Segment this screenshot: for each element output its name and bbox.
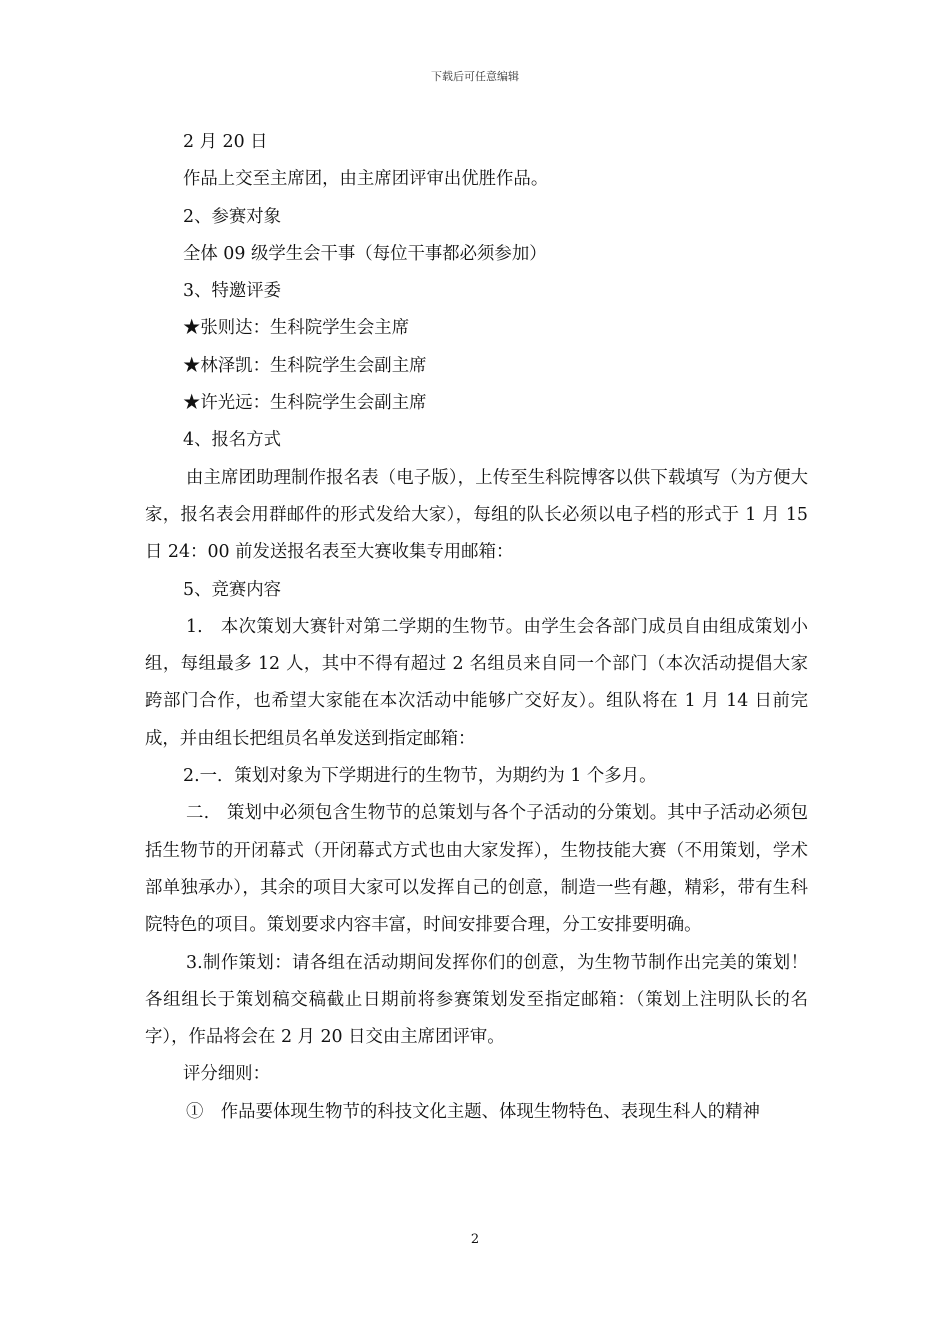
page-header: 下载后可任意编辑 — [431, 70, 519, 83]
section-heading-participants: 2、参赛对象 — [183, 206, 282, 227]
submission-line: 作品上交至主席团，由主席团评审出优胜作品。 — [183, 169, 549, 190]
content-paragraph-3: 二. 策划中必须包含生物节的总策划与各个子活动的分策划。其中子活动必须包括生物节的开闭幕式（开闭幕式方式也由大家发挥），生物技能大赛（不用策划，学术部单独承办），其余的项目大家可以发挥自己的创意，制造一些有趣，精彩，带有生科院特色的项目。策划要求内容丰富，时间安排要合理，分工安排要明确。 — [145, 803, 808, 936]
content-paragraph-4: 3.制作策划：请各组在活动期间发挥你们的创意，为生物节制作出完美的策划！各组组长于策划稿交稿截止日期前将参赛策划发至指定邮箱：（策划上注明队长的名字），作品将会在 2 月 20 日交由主席团评审。 — [145, 952, 808, 1048]
section-heading-registration: 4、报名方式 — [183, 430, 282, 451]
section-heading-content: 5、竞赛内容 — [183, 579, 282, 600]
judge-item: ★林泽凯：生科院学生会副主席 — [183, 355, 427, 376]
scoring-item-1: ① 作品要体现生物节的科技文化主题、体现生物特色、表现生科人的精神 — [186, 1101, 760, 1122]
content-paragraph-1: 1. 本次策划大赛针对第二学期的生物节。由学生会各部门成员自由组成策划小组，每组最多 12 人，其中不得有超过 2 名组员来自同一个部门（本次活动提倡大家跨部门合作，也希望大家能在本次活动中能够广交好友）。组队将在 1 月 14 日前完成，并由组长把组员名单发送到指定邮箱： — [145, 616, 808, 749]
section-heading-judges: 3、特邀评委 — [183, 281, 282, 302]
date-line: 2 月 20 日 — [183, 132, 268, 152]
registration-paragraph: 由主席团助理制作报名表（电子版），上传至生科院博客以供下载填写（为方便大家，报名表会用群邮件的形式发给大家），每组的队长必须以电子档的形式于 1 月 15 日 24：00 前发送报名表至大赛收集专用邮箱： — [145, 467, 808, 563]
scoring-heading: 评分细则： — [183, 1064, 270, 1085]
judge-item: ★许光远：生科院学生会副主席 — [183, 393, 427, 414]
participants-line: 全体 09 级学生会干事（每位干事都必须参加） — [183, 243, 547, 264]
page-number: 2 — [470, 1232, 480, 1247]
document-body — [145, 124, 808, 1131]
judge-item: ★张则达：生科院学生会主席 — [183, 318, 410, 339]
content-line-2: 2.一．策划对象为下学期进行的生物节，为期约为 1 个多月。 — [183, 766, 657, 787]
